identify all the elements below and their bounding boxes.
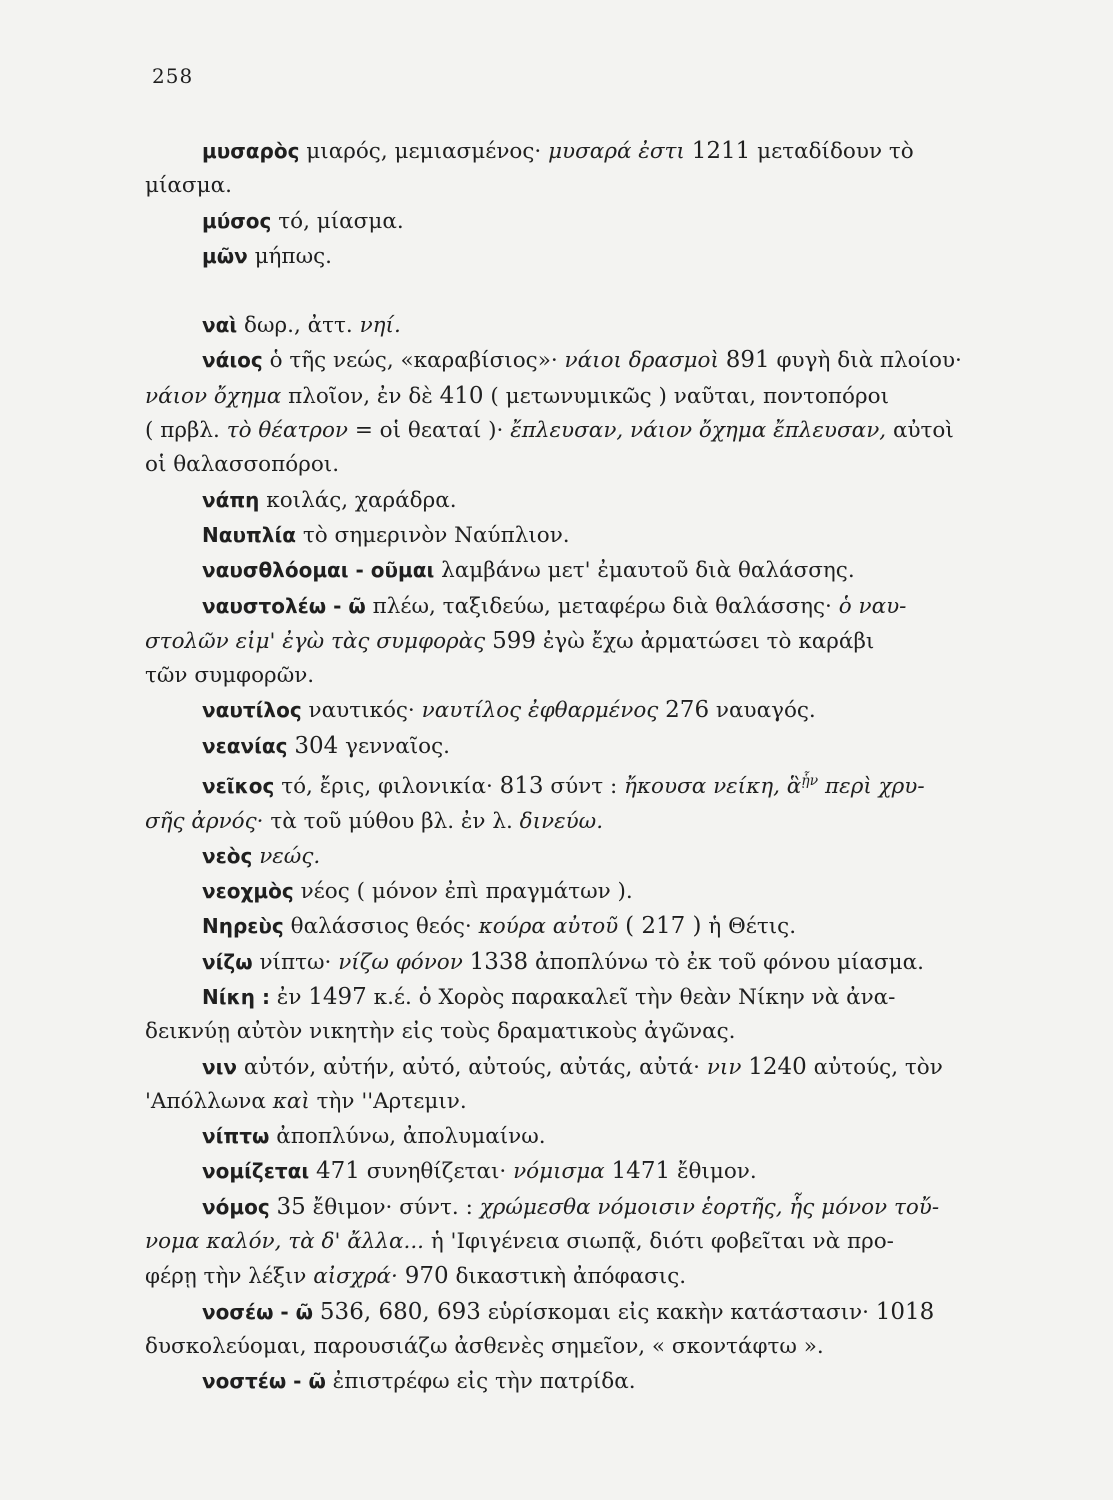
definition: κοιλάς, χαράδρα.: [266, 487, 457, 513]
translation: ναυαγός.: [715, 698, 816, 724]
entry-naustoleo: [145, 589, 1002, 694]
quotation: νάιοι δρασμοὶ: [564, 348, 719, 374]
line-ref: 1338: [469, 948, 529, 975]
continuation: [145, 1085, 1002, 1119]
definition: μήπως.: [254, 243, 332, 269]
headword: νοστέω - ῶ: [202, 1369, 326, 1394]
entry-nomos: [145, 1190, 1002, 1295]
translation: ἡ Θέτις.: [708, 914, 797, 940]
quotation: ναυτίλος ἐφθαρμένος: [421, 698, 659, 724]
entry-nomizetai: [202, 1154, 1002, 1189]
quotation: νάιον ὄχημα: [145, 383, 282, 409]
entry-noseo: [145, 1295, 1002, 1365]
continuation: [145, 1259, 1002, 1294]
line-ref: 410: [439, 382, 484, 409]
entry-nape: [202, 483, 1002, 518]
continuation: [145, 414, 1002, 448]
line-ref: 35: [276, 1193, 306, 1220]
entry-mysos: [202, 204, 1002, 239]
definition: ὁ τῆς νεώς, «καραβίσιος»·: [269, 348, 558, 374]
quotation: σῆς ἀρνός·: [145, 808, 264, 834]
entry-nike: [145, 980, 1002, 1050]
headword: ναυστολέω - ῶ: [202, 593, 366, 618]
quotation: νηί.: [359, 313, 401, 339]
headword: μυσαρὸς: [202, 139, 300, 163]
definition: λαμβάνω μετ' ἐμαυτοῦ διὰ θαλάσσης.: [441, 558, 855, 584]
entry-nipto: [202, 1119, 1002, 1154]
translation: τὴν ''Αρτεμιν.: [316, 1088, 467, 1114]
continuation: [145, 1225, 1002, 1259]
line-ref: 970: [404, 1263, 449, 1290]
translation: συνηθίζεται·: [366, 1159, 507, 1185]
glossary-entries: [145, 134, 1002, 1400]
translation: ἐγὼ ἔχω ἀρματώσει τὸ καράβι: [542, 628, 875, 654]
quotation: νεώς.: [259, 843, 321, 869]
superscript: ᾗν: [801, 773, 819, 790]
entry-neochmos: [202, 874, 1002, 909]
quotation: αἰσχρά·: [313, 1264, 398, 1290]
line-ref: 1471: [611, 1158, 671, 1185]
line-ref: 276: [665, 697, 710, 724]
definition: δωρ., ἀττ.: [244, 313, 353, 339]
entry-neikos: [145, 764, 1002, 839]
translation: κ.έ. ὁ Χορὸς παρακαλεῖ τὴν θεὰν Νίκην νὰ ἀνα-: [373, 984, 896, 1010]
headword: νεοχμὸς: [202, 879, 294, 904]
headword: νόμος: [202, 1194, 270, 1219]
translation: εὑρίσκομαι εἰς κακὴν κατάστασιν·: [487, 1299, 869, 1325]
definition: τό, ἔρις, φιλονικία·: [281, 774, 493, 800]
quotation: νομα καλόν, τὰ δ' ἄλλα...: [145, 1229, 424, 1255]
translation: δικαστικὴ ἀπόφασις.: [455, 1264, 687, 1290]
entry-neos: [202, 839, 1002, 874]
headword: νεῖκος: [202, 774, 275, 799]
line-ref: 1240: [748, 1053, 807, 1080]
line-ref: 1497: [308, 983, 367, 1010]
translation: μεταδίδουν τὸ: [757, 139, 914, 164]
entry-neanias: [202, 729, 1002, 764]
headword: νιν: [202, 1054, 238, 1079]
continuation: δεικνύῃ αὐτὸν νικητὴν εἰς τοὺς δραματικοὺς ἀγῶνας.: [145, 1019, 736, 1045]
definition: μιαρός, μεμιασμένος·: [306, 139, 542, 164]
definition: ναυτικός·: [308, 698, 415, 724]
headword: Ναυπλία: [202, 522, 296, 547]
note: ( πρβλ.: [145, 418, 220, 444]
quotation: τὸ θέατρον: [226, 418, 348, 444]
quotation: ἤκουσα νείκη, ἃ: [624, 774, 802, 800]
line-ref: 304: [294, 732, 339, 759]
definition: νέος ( μόνον ἐπὶ πραγμάτων ).: [300, 879, 633, 905]
line-ref: 471: [315, 1158, 360, 1185]
translation: φυγὴ διὰ πλοίου·: [776, 348, 962, 374]
quotation: περὶ χρυ-: [825, 774, 925, 800]
line-ref: ( 217 ): [625, 913, 702, 940]
quotation: ὁ ναυ-: [838, 593, 907, 619]
translation: ἔθιμον· σύντ. :: [312, 1194, 473, 1220]
translation: 'Απόλλωνα: [145, 1088, 266, 1114]
line-ref: 813: [499, 773, 544, 800]
entry-nereus: [202, 909, 1002, 944]
entry-nin: [145, 1050, 1002, 1120]
note: σύντ :: [550, 774, 618, 800]
entry-nausthloomai: [202, 553, 1002, 588]
translation: ἡ 'Ιφιγένεια σιωπᾷ, διότι φοβεῖται νὰ προ-: [430, 1229, 894, 1255]
definition: ἐν: [276, 984, 302, 1010]
headword: ναὶ: [202, 313, 238, 338]
quotation: κούρα αὐτοῦ: [478, 914, 619, 940]
definition: τό, μίασμα.: [278, 208, 404, 234]
continuation: [145, 624, 1002, 659]
entry-nizo: [202, 945, 1002, 980]
definition: αὐτόν, αὐτήν, αὐτό, αὐτούς, αὐτάς, αὐτά·: [243, 1054, 701, 1080]
entry-mysaros: [145, 134, 1002, 204]
headword: μῶν: [202, 243, 248, 268]
quotation: μυσαρά ἐστι: [548, 139, 685, 164]
translation: ἀποπλύνω τὸ ἐκ τοῦ φόνου μίασμα.: [535, 949, 924, 975]
entry-nai: [202, 308, 1002, 343]
cross-reference: δινεύω.: [519, 808, 604, 834]
translation: ( μετωνυμικῶς ) ναῦται, ποντοπόροι: [490, 383, 890, 409]
translation: αὐτοὶ: [892, 418, 954, 444]
continuation: οἱ θαλασσοπόροι.: [145, 452, 340, 478]
entry-mon: [202, 239, 1002, 274]
continuation: δυσκολεύομαι, παρουσιάζω ἀσθενὲς σημεῖον, « σκοντάφτω ».: [145, 1333, 824, 1359]
headword: Νηρεὺς: [202, 914, 284, 939]
translation: καὶ: [272, 1088, 310, 1114]
continuation: μίασμα.: [145, 173, 232, 199]
definition: θαλάσσιος θεός·: [290, 914, 472, 940]
headword: ναυσθλόομαι - οῦμαι: [202, 558, 435, 583]
definition: νίπτω·: [259, 949, 332, 975]
quotation: νόμισμα: [513, 1159, 605, 1185]
entry-nautilos: [202, 693, 1002, 728]
quotation: ἔπλευσαν, νάιον ὄχημα ἔπλευσαν,: [510, 418, 887, 444]
headword: νομίζεται: [202, 1159, 310, 1184]
headword: Νίκη :: [202, 984, 270, 1009]
headword: νοσέω - ῶ: [202, 1299, 314, 1324]
line-ref: 536, 680, 693: [319, 1298, 481, 1325]
translation: ἔθιμον.: [676, 1159, 757, 1185]
quotation: νιν: [706, 1054, 742, 1080]
line-ref: 891: [725, 347, 770, 374]
line-ref: 599: [492, 627, 536, 654]
translation: αὐτούς, τὸν: [813, 1054, 943, 1080]
quotation: χρώμεσθα νόμοισιν ἑορτῆς, ἧς μόνον τοὔ-: [479, 1194, 940, 1220]
headword: νάιος: [202, 348, 263, 373]
translation: γενναῖος.: [345, 733, 451, 759]
line-ref: 1018: [875, 1298, 935, 1325]
translation: φέρῃ τὴν λέξιν: [145, 1264, 307, 1290]
headword: νίζω: [202, 949, 253, 974]
headword: μύσος: [202, 208, 272, 233]
definition: πλέω, ταξιδεύω, μεταφέρω διὰ θαλάσσης·: [372, 593, 832, 619]
entry-nauplia: [202, 518, 1002, 553]
entry-naios: [145, 343, 1002, 482]
quotation: νίζω φόνον: [338, 949, 463, 975]
headword: ναυτίλος: [202, 698, 302, 723]
headword: νάπη: [202, 487, 260, 512]
headword: νίπτω: [202, 1124, 270, 1149]
headword: νεανίας: [202, 733, 288, 758]
continuation: τῶν συμφορῶν.: [145, 663, 315, 689]
continuation: [145, 379, 1002, 414]
definition: ἀποπλύνω, ἀπολυμαίνω.: [276, 1124, 546, 1150]
note: = οἱ θεαταί )·: [354, 418, 504, 444]
line-ref: 1211: [691, 138, 751, 164]
quotation: στολῶν εἰμ' ἐγὼ τὰς συμφορὰς: [145, 628, 486, 654]
page-number: 258: [152, 64, 194, 88]
definition: τὸ σημερινὸν Ναύπλιον.: [302, 522, 570, 548]
definition: ἐπιστρέφω εἰς τὴν πατρίδα.: [332, 1369, 636, 1395]
continuation: [145, 805, 1002, 839]
translation: πλοῖον, ἐν δὲ: [288, 383, 433, 409]
note: τὰ τοῦ μύθου βλ. ἐν λ.: [270, 808, 513, 834]
entry-nosteo: [202, 1364, 1002, 1399]
headword: νεὸς: [202, 843, 253, 868]
